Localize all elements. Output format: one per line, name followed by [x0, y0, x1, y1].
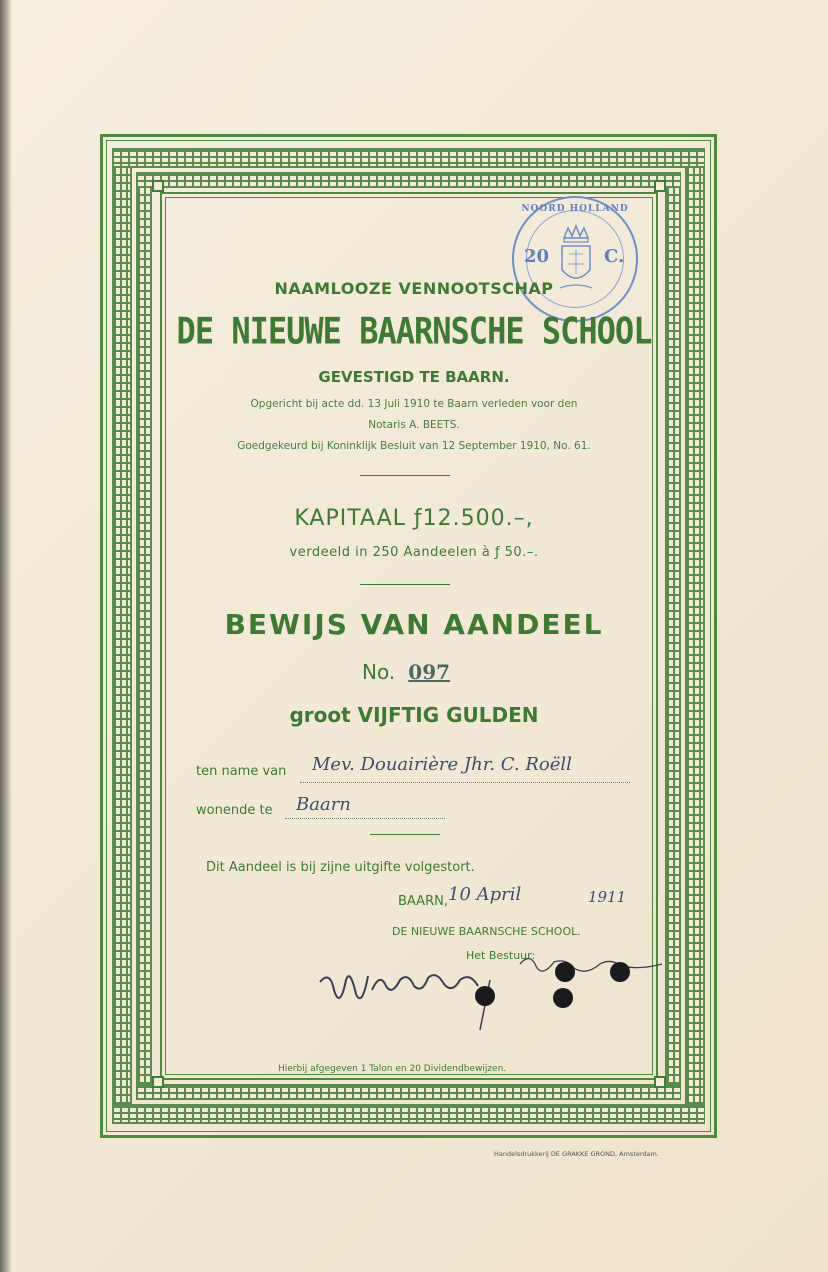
payment-statement: Dit Aandeel is bij zijne uitgifte volgestort.: [206, 860, 475, 875]
meander-inner-bottom: [136, 1084, 681, 1100]
founding-deed-line2: Notaris A. BEETS.: [368, 419, 460, 431]
company-name: DE NIEUWE BAARNSCHE SCHOOL: [176, 309, 652, 353]
stamp-ring-text: NOORD HOLLAND: [521, 204, 629, 214]
company-type: NAAMLOOZE VENNOOTSCHAP: [274, 279, 554, 298]
capital-division: verdeeld in 250 Aandeelen à ƒ 50.–.: [289, 545, 539, 560]
holder-name-line: [300, 782, 630, 783]
punch-hole: [553, 988, 573, 1008]
meander-border-top: [112, 148, 705, 168]
punch-hole: [475, 986, 495, 1006]
tax-stamp: [512, 196, 638, 322]
stamp-value-left: 20: [524, 246, 550, 267]
talon-note: Hierbij afgegeven 1 Talon en 20 Dividendbewijzen.: [278, 1064, 507, 1074]
certificate-number-line: [362, 660, 450, 684]
board-label: Het Bestuur:: [466, 949, 536, 962]
certificate-title: BEWIJS VAN AANDEEL: [224, 608, 604, 641]
meander-border-bottom: [112, 1104, 705, 1124]
signing-date-handwritten: 10 April: [448, 884, 522, 905]
divider: [360, 584, 450, 585]
royal-approval: Goedgekeurd bij Koninklijk Besluit van 12 September 1910, No. 61.: [237, 440, 591, 452]
corner-ornament: [152, 180, 164, 192]
divider: [360, 475, 450, 476]
signing-year: 1911: [588, 888, 627, 906]
signing-place: BAARN,: [398, 894, 448, 909]
residence-label: wonende te: [196, 803, 273, 818]
certificate-number: 097: [408, 660, 451, 684]
printer-imprint: Handelsdrukkerij DE GRAKKE GROND, Amsterdam.: [494, 1150, 659, 1158]
capital-amount: KAPITAAL ƒ12.500.–,: [294, 506, 534, 531]
signing-company: DE NIEUWE BAARNSCHE SCHOOL.: [392, 925, 581, 938]
holder-name-handwritten: Mev. Douairière Jhr. C. Roëll: [312, 754, 572, 775]
residence-handwritten: Baarn: [296, 794, 351, 815]
established-place: GEVESTIGD TE BAARN.: [318, 368, 510, 386]
nominal-value: groot VIJFTIG GULDEN: [289, 703, 539, 727]
meander-inner-top: [136, 172, 681, 188]
punch-hole: [610, 962, 630, 982]
divider: [370, 834, 440, 835]
corner-ornament: [152, 1076, 164, 1088]
holder-name-label: ten name van: [196, 764, 287, 779]
residence-line: [285, 818, 445, 819]
corner-ornament: [654, 180, 666, 192]
founding-deed-line1: Opgericht bij acte dd. 13 Juli 1910 te Baarn verleden voor den: [250, 398, 578, 410]
punch-hole: [555, 962, 575, 982]
corner-ornament: [654, 1076, 666, 1088]
number-label: No.: [362, 660, 396, 684]
stamp-value-right: C.: [604, 246, 625, 267]
